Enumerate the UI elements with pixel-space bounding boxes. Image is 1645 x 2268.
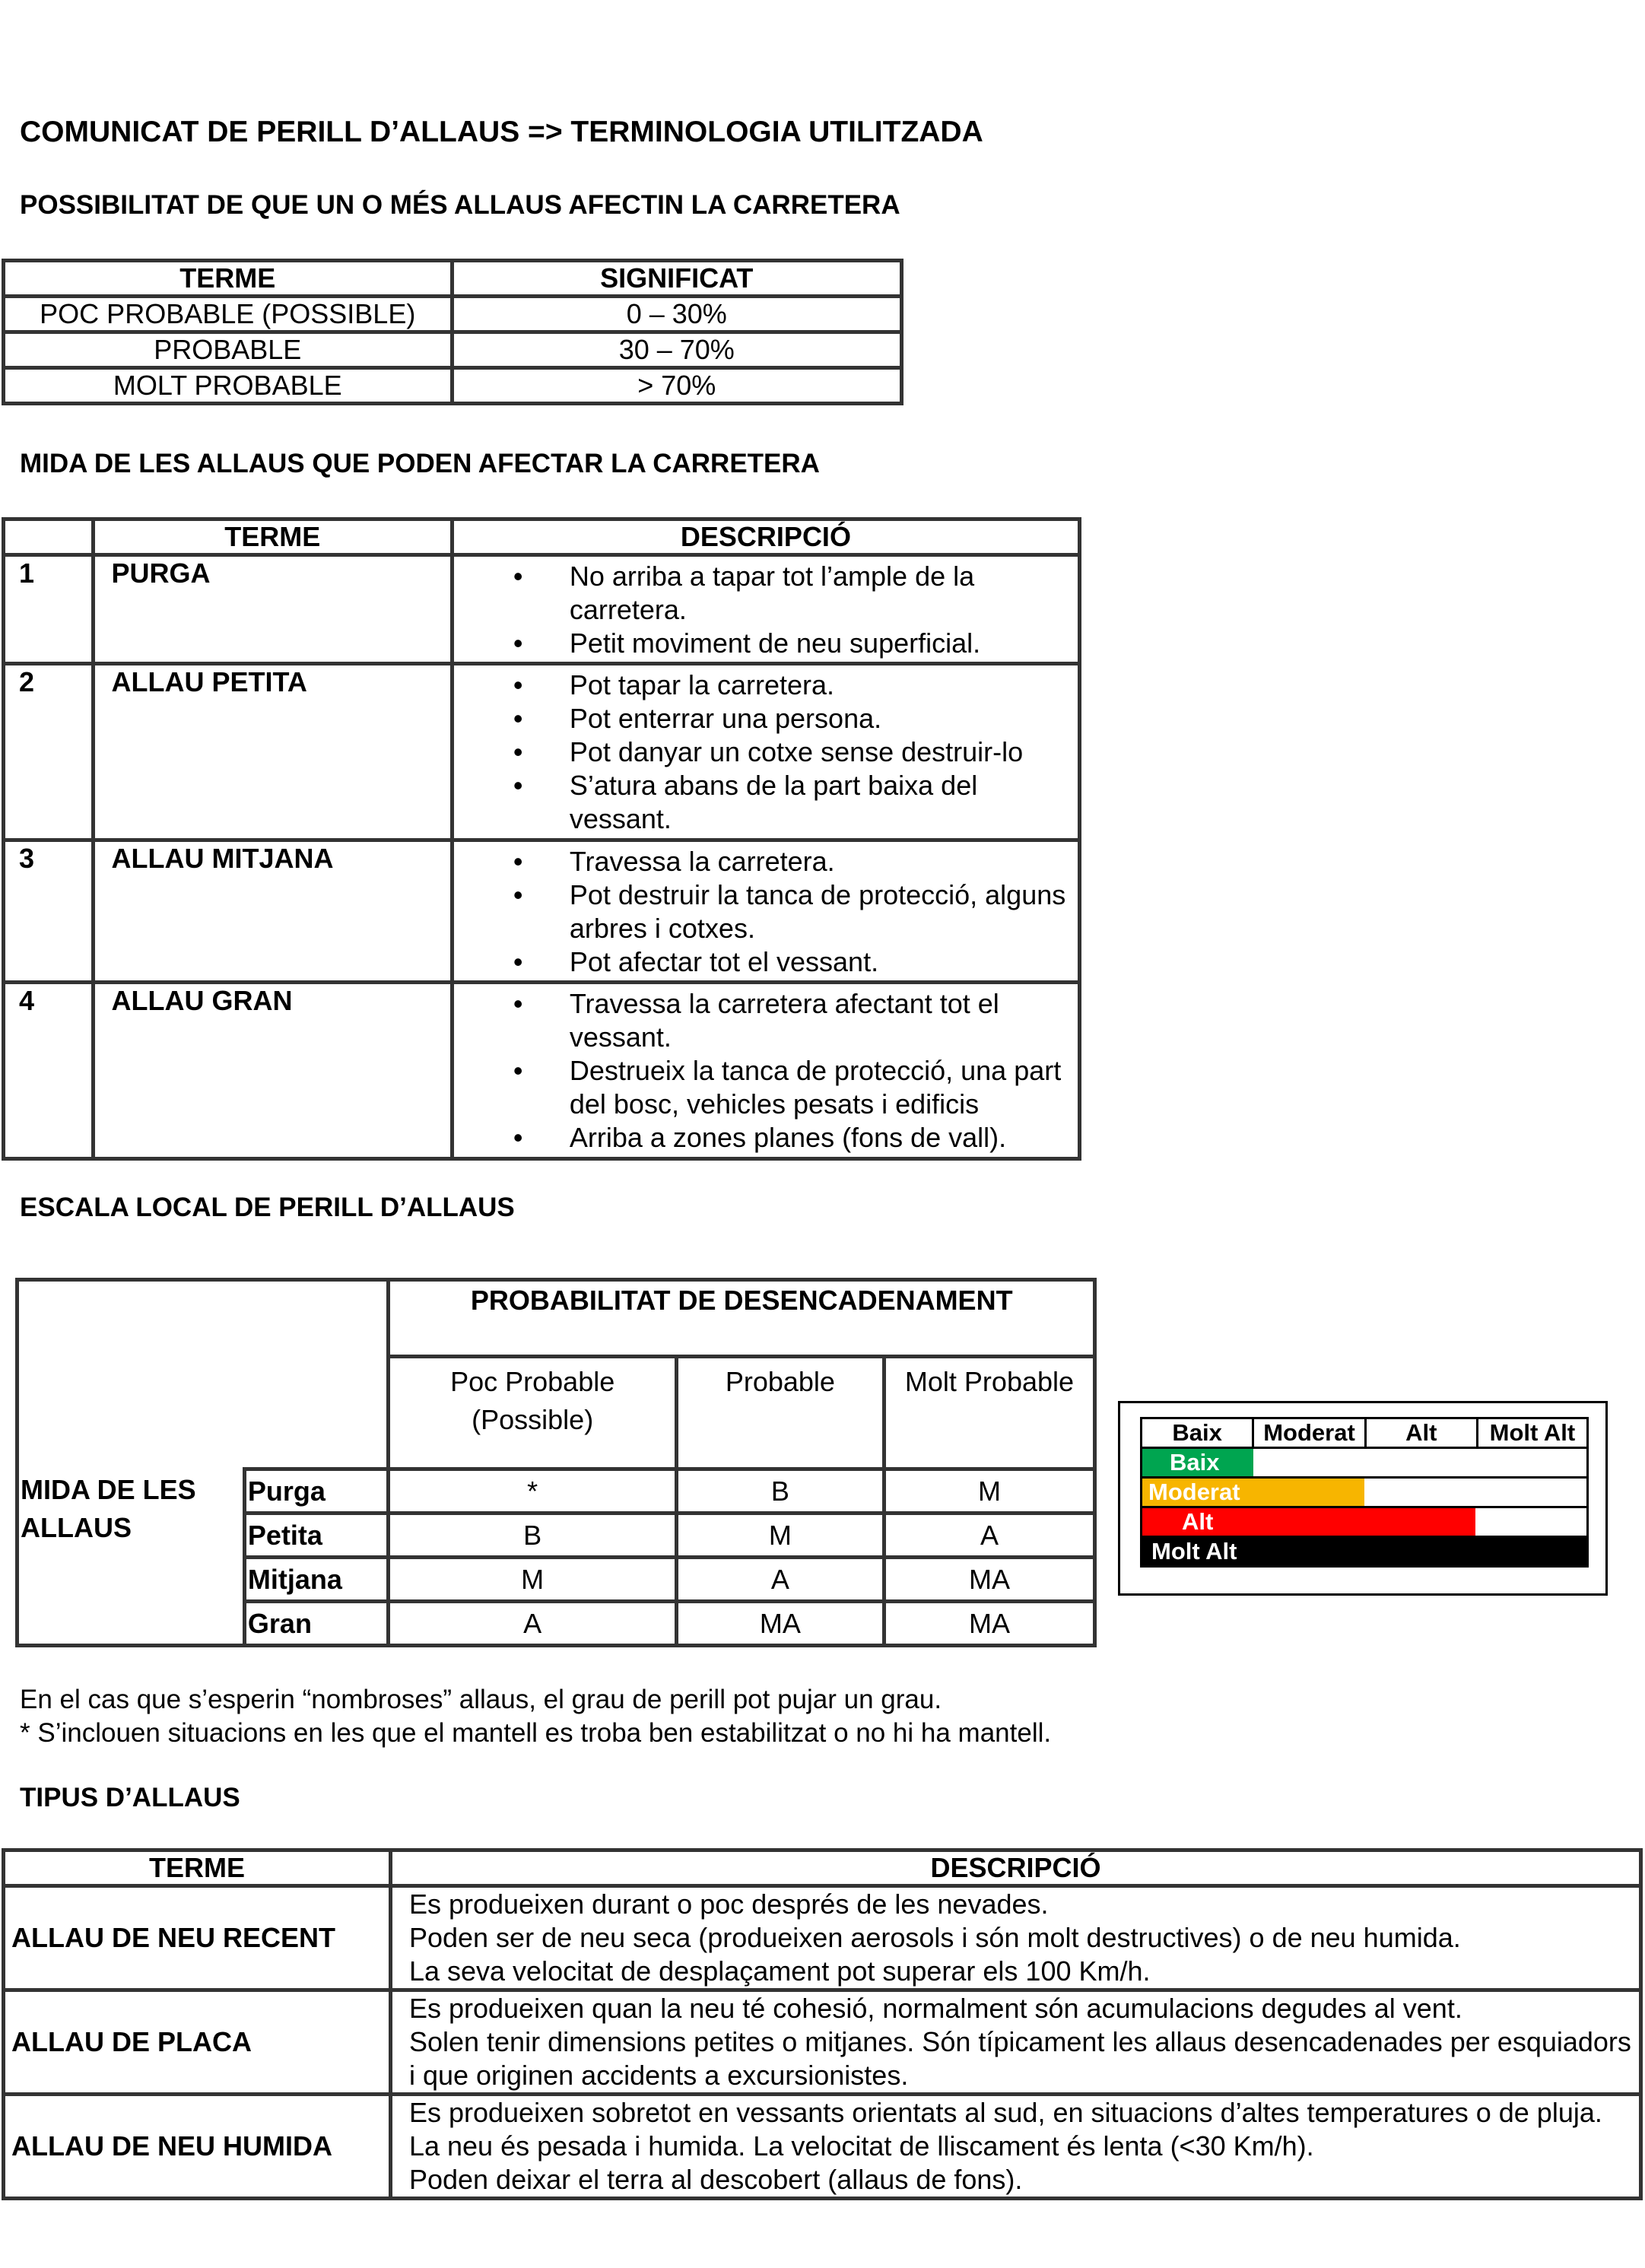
section-heading-probability: POSSIBILITAT DE QUE UN O MÉS ALLAUS AFECTIN LA CARRETERA [20,190,900,220]
term-cell: MOLT PROBABLE [4,368,453,404]
table-row [4,664,1080,840]
meaning-cell: 30 – 70% [452,332,902,368]
legend-header: Moderat [1253,1418,1366,1448]
list-item: • Petit moviment de neu superficial. [454,627,1078,660]
note-asterisk: * S’inclouen situacions en les que el mantell es troba ben estabilitzat o no hi ha mantell. [20,1718,1052,1748]
row-desc [452,555,1079,664]
desc-line: Es produeixen quan la neu té cohesió, normalment són acumulacions degudes al vent. [408,1993,1462,2024]
row-term: ALLAU PETITA [93,664,452,840]
legend-header: Baix [1142,1418,1253,1448]
list-item: • Pot enterrar una persona. [454,702,1078,735]
row-desc [452,983,1079,1159]
level-cell: A [884,1514,1094,1558]
prob-col-header: Poc Probable (Possible) [389,1357,676,1469]
level-cell: M [884,1469,1094,1514]
legend-header: Molt Alt [1477,1418,1587,1448]
row-term: ALLAU GRAN [93,983,452,1159]
page-title: COMUNICAT DE PERILL D’ALLAUS => TERMINOLOGIA UTILITZADA [20,116,983,148]
table-row [4,1886,1641,1990]
section-heading-size: MIDA DE LES ALLAUS QUE PODEN AFECTAR LA CARRETERA [20,449,820,478]
term-cell: POC PROBABLE (POSSIBLE) [4,297,453,332]
row-number: 3 [4,840,94,983]
types-table [2,1848,1643,2200]
level-cell: MA [884,1558,1094,1602]
row-number: 2 [4,664,94,840]
list-item: • Destrueix la tanca de protecció, una part del bosc, vehicles pesats i edificis [454,1054,1078,1121]
size-label: Gran [244,1602,389,1646]
table-row [4,1990,1641,2095]
col-header-term: TERME [93,519,452,555]
legend-bar [1142,1537,1588,1567]
meaning-cell: > 70% [452,368,902,404]
level-cell: A [389,1602,676,1646]
level-cell: A [676,1558,884,1602]
row-term: ALLAU MITJANA [93,840,452,983]
table-row [4,555,1080,664]
list-item: • Pot tapar la carretera. [454,669,1078,702]
level-cell: MA [676,1602,884,1646]
col-header-term: TERME [4,1850,391,1886]
level-cell: M [676,1514,884,1558]
col-header-desc: DESCRIPCIÓ [452,519,1079,555]
col-header-desc: DESCRIPCIÓ [390,1850,1640,1886]
row-number: 1 [4,555,94,664]
type-term: ALLAU DE NEU HUMIDA [4,2095,391,2199]
danger-scale-table [15,1278,1097,1647]
list-item: • Travessa la carretera. [454,845,1078,878]
type-term: ALLAU DE NEU RECENT [4,1886,391,1990]
section-heading-scale: ESCALA LOCAL DE PERILL D’ALLAUS [20,1193,515,1222]
legend-bar [1142,1507,1588,1537]
prob-header: PROBABILITAT DE DESENCADENAMENT [389,1280,1095,1357]
desc-line: Poden ser de neu seca (produeixen aerosols i són molt destructives) o de neu humida. [408,1922,1461,1953]
desc-line: Solen tenir dimensions petites o mitjanes. Són típicament les allaus desencadenades per esquiadors i que originen accidents a excursionistes. [408,2026,1631,2091]
row-number: 4 [4,983,94,1159]
legend-fill: Alt [1142,1508,1475,1536]
size-group-label: MIDA DE LES ALLAUS [17,1469,245,1646]
type-desc [390,1990,1640,2095]
type-desc [390,1886,1640,1990]
size-label: Petita [244,1514,389,1558]
size-label: Mitjana [244,1558,389,1602]
section-heading-types: TIPUS D’ALLAUS [20,1783,240,1812]
level-cell: B [389,1514,676,1558]
legend-fill: Molt Alt [1142,1538,1586,1565]
prob-col-header: Probable [676,1357,884,1469]
prob-col-header: Molt Probable [884,1357,1094,1469]
row-desc [452,840,1079,983]
list-item: • Pot destruir la tanca de protecció, alguns arbres i cotxes. [454,878,1078,945]
row-desc [452,664,1079,840]
meaning-cell: 0 – 30% [452,297,902,332]
table-row [4,2095,1641,2199]
desc-line: Poden deixar el terra al descobert (allaus de fons). [408,2164,1023,2195]
row-term: PURGA [93,555,452,664]
legend-bar [1142,1448,1588,1478]
table-row [4,983,1080,1159]
col-header-meaning: SIGNIFICAT [452,261,902,297]
note-numerous: En el cas que s’esperin “nombroses” allaus, el grau de perill pot pujar un grau. [20,1685,942,1714]
desc-line: Es produeixen durant o poc després de les nevades. [408,1888,1049,1920]
empty-corner [17,1280,389,1469]
list-item: • S’atura abans de la part baixa del vessant. [454,769,1078,836]
table-row [4,332,902,368]
col-header-empty [4,519,94,555]
desc-line: Es produeixen sobretot en vessants orientats al sud, en situacions d’altes temperatures o de pluja. La neu és pesada i humida. La velocitat de lliscament és lenta (<30 Km/h). [408,2097,1602,2162]
desc-line: La seva velocitat de desplaçament pot superar els 100 Km/h. [408,1955,1151,1987]
table-row [4,368,902,404]
legend-table [1140,1417,1589,1568]
level-cell: M [389,1558,676,1602]
danger-legend [1118,1401,1608,1596]
legend-bar [1142,1478,1588,1507]
level-cell: * [389,1469,676,1514]
table-row [17,1469,1095,1514]
level-cell: MA [884,1602,1094,1646]
list-item: • Arriba a zones planes (fons de vall). [454,1121,1078,1155]
col-header-term: TERME [4,261,453,297]
list-item: • Pot afectar tot el vessant. [454,945,1078,979]
legend-fill: Moderat [1142,1479,1364,1506]
term-cell: PROBABLE [4,332,453,368]
legend-fill: Baix [1142,1449,1253,1476]
size-label: Purga [244,1469,389,1514]
list-item: • Travessa la carretera afectant tot el vessant. [454,987,1078,1054]
table-row [4,840,1080,983]
list-item: • No arriba a tapar tot l’ample de la carretera. [454,560,1078,627]
legend-header: Alt [1365,1418,1477,1448]
table-row [4,297,902,332]
level-cell: B [676,1469,884,1514]
type-desc [390,2095,1640,2199]
type-term: ALLAU DE PLACA [4,1990,391,2095]
probability-table [2,259,903,405]
list-item: • Pot danyar un cotxe sense destruir-lo [454,735,1078,769]
size-table [2,517,1081,1161]
